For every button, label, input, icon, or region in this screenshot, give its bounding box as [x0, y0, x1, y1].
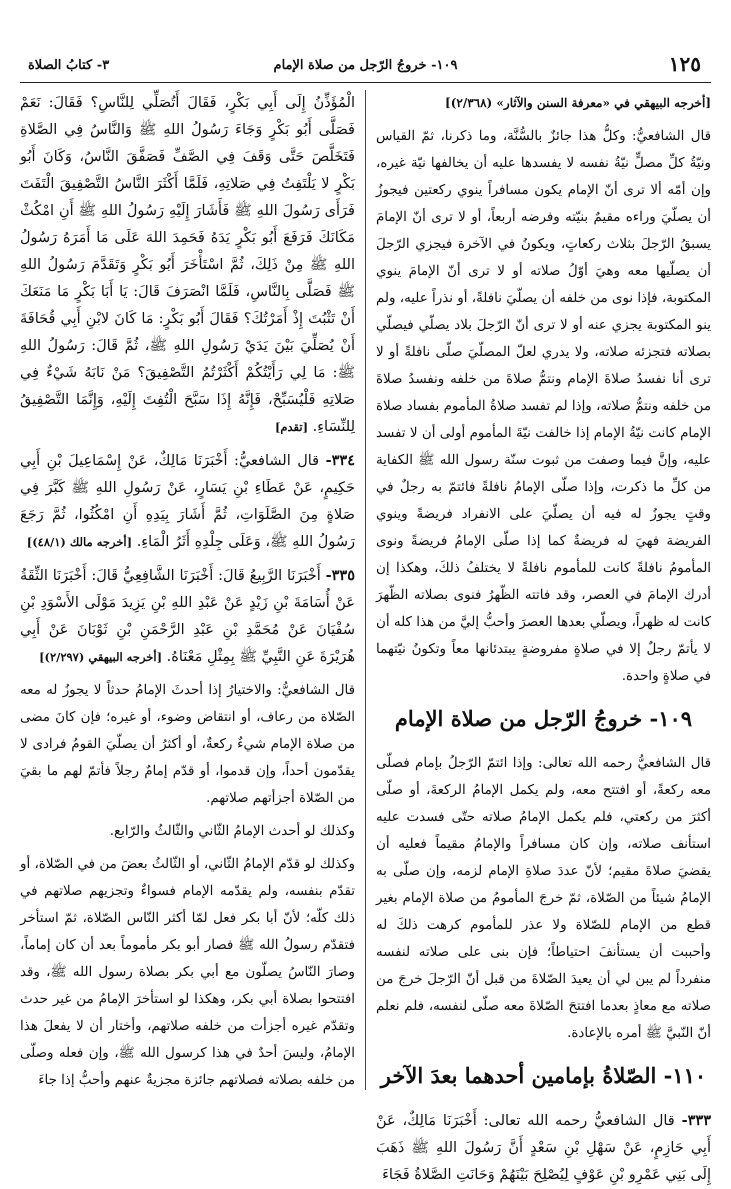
commentary-paragraph: وكذلك لو أحدث الإمامُ الثّاني والثّالثُ والرّابع. [109, 824, 355, 839]
hadith-334 [20, 447, 355, 556]
section-110-title: ١١٠- الصّلاةُ بإمامين أحدهما بعدَ الآخر [380, 1063, 707, 1088]
hadith-text: أَخْبَرَنَا الرَّبِيعُ قَالَ: أَخْبَرَنَا الشَّافِعِيُّ قَالَ: أَخْبَرَنَا الثِّقَةُ عَنْ أُسَامَةَ بْنِ زَيْدٍ عَنْ عَبْدِ اللهِ بْنِ يَزِيدَ مَوْلَى الأَسْوَدِ بْنِ سُفْيَانَ عَنْ مُحَمَّدِ بْنِ عَبْدِ الرَّحْمَنِ بْنِ ثَوْبَانَ عَنْ أَبِي هُرَيْرَةَ عَنِ النَّبِيِّ ﷺ بِمِثْلِ مَعْنَاهُ. [20, 568, 355, 665]
page-number: ١٢٥ [668, 52, 701, 76]
source-reference: [أخرجه البيهقي في «معرفة السنن والآثار» (٢/٣٦٨)] [445, 96, 711, 110]
hadith-number: ٣٣٥- [325, 567, 356, 584]
shafii-commentary-paragraph: قال الشافعيُّ: وكلُّ هذا جائزٌ بالسُّنَّة، وما ذكرنا، ثمّ القياس ونيّةُ كلِّ مصلٍّ نيّةُ نفسه لا يفسدها عليه أن يخالفها نيّة غيره، وإن أمّه ألا ترى أنّ الإمام يكون مسافراً ينوي ركعتين فيجوزُ أن يصلّيَ وراءه مقيمٌ بنيّته وفرضه أربعاً، أو لا ترى أنّ الإمامَ يسبقُ الرّجلَ بثلاث ركعاتٍ، ويكونُ في الآخرة فيجزي الرّجلَ أن يصلّيها معه وهيَ أوّلُ صلاته أو لا ترى أنّ الإمامَ ينوي المكتوبة، فإذا نوى من خلفه أن يصلّيَ نافلةً، أو نذراً عليه، ولم ينو المكتوبة يجزي عنه أو لا ترى أنّ الرّجلَ بلاد يصلّي فيصلّي بصلاته فتجزئه صلاته، ولا يدري لعلّ المصلّيَ صلّى نافلةً أو لا ترى أنا نفسدُ صلاةَ الإمام ونتمُّ صلاةَ من خلفه ونفسدُ صلاةَ من خلفه ونتمُّ صلاته، وإذا لم تفسد صلاةُ المأموم بفساد صلاة الإمام كانت نيّةُ الإمام إذا خالفت نيّةَ المأموم أولى أن لا تفسد عليه، وإنَّ فيما وصفت من ثبوت سنّة رسول الله ﷺ الكفاية من كلِّ ما ذكرت، وإذا صلّى الإمامُ نافلةً فائتمّ به رجلٌ في وقتٍ يجوزُ له فيه أن يصلّيَ على الانفراد فريضةً وينوي الفريضة فهيَ له فريضةٌ كما إذا صلّى الإمامُ فريضةً ونوى المأمومُ نافلةً كانت للمأموم نافلةً لا يختلفُ ذلكَ، وهكذا إن أدرك الإمامَ في العصر، وقد فاتته الظّهرُ فنوى بصلاته الظّهرَ كانت له ظهراً، ويصلّي بعدها العصرَ وأحبُّ إليَّ من هذا كله أن لا يأتمّ رجلٌ إلا في صلاةٍ مفروضةٍ يبتدئانها معاً وتكونُ نيّتهما في صلاةٍ واحدة. [376, 129, 711, 684]
hadith-reference: [أخرجه البيهقي (٢/٢٩٧)] [39, 650, 163, 664]
hadith-335 [20, 562, 355, 671]
running-chapter-title: ١٠٩- خروجُ الرّجل من صلاة الإمام [273, 58, 458, 73]
hadith-reference: [تقدم] [274, 420, 309, 434]
running-book-title: ٣- كتابُ الصلاة [28, 58, 110, 73]
page-header [20, 52, 711, 83]
hadith-333-start [376, 1107, 711, 1189]
hadith-text: الْمُؤَذِّنُ إِلَى أَبِي بَكْرٍ، فَقَالَ أَتُصَلِّي لِلنَّاسِ؟ فَقَالَ: نَعَمْ فَصَلَّى أَبُو بَكْرٍ وَجَاءَ رَسُولُ اللهِ ﷺ وَالنَّاسُ فِي الصَّلاةِ فَتَخَلَّصَ حَتَّى وَقَفَ فِي الصَّفِّ فَصَفَّقَ النَّاسُ، وَكَانَ أَبُو بَكْرٍ لا يَلْتَفِتُ فِي صَلاتِهِ، فَلَمَّا أَكْثَرَ النَّاسُ التَّصْفِيقَ الْتَفَتَ فَرَأَى رَسُولَ اللهِ ﷺ فَأَشَارَ إِلَيْهِ رَسُولُ اللهِ ﷺ أَنِ امْكُثْ مَكَانَكَ فَرَفَعَ أَبُو بَكْرٍ يَدَهُ فَحَمِدَ اللهَ عَلَى مَا أَمَرَهُ رَسُولُ اللهِ ﷺ مِنْ ذَلِكَ، ثُمَّ اسْتَأْخَرَ أَبُو بَكْرٍ وَتَقَدَّمَ رَسُولُ اللهِ ﷺ فَصَلَّى بِالنَّاسِ، فَلَمَّا انْصَرَفَ قَالَ: يَا أَبَا بَكْرٍ مَا مَنَعَكَ أَنْ تَثْبُتَ إِذْ أَمَرْتُكَ؟ فَقَالَ أَبُو بَكْرٍ: مَا كَانَ لابْنِ أَبِي قُحَافَةَ أَنْ يُصَلِّيَ بَيْنَ يَدَيْ رَسُولِ اللهِ ﷺ، ثُمَّ قَالَ: رَسُولُ اللهِ ﷺ: مَا لِي رَأَيْتُكُمْ أَكْثَرْتُمُ التَّصْفِيقَ؟ مَنْ نَابَهُ شَيْءٌ فِي صَلاتِهِ فَلْيُسَبِّحْ، فَإِنَّهُ إِذَا سَبَّحَ الْتُفِتَ إِلَيْهِ، وَإِنَّمَا التَّصْفِيقُ لِلنِّسَاءِ. [20, 95, 355, 435]
hadith-number: ٣٣٣- [681, 1112, 712, 1129]
column-divider [365, 90, 366, 1090]
left-column [20, 90, 355, 1090]
hadith-text: قال الشافعيُّ: أَخْبَرَنَا مَالِكٌ، عَنْ إِسْمَاعِيلَ بْنِ أَبِي حَكِيمٍ، عَنْ عَطَاءِ بْنِ يَسَارٍ، عَنْ رَسُولِ اللهِ ﷺ كَبَّرَ فِي صَلاةٍ مِنَ الصَّلَوَاتِ، ثُمَّ أَشَارَ بِيَدِهِ أَنِ امْكُثُوا، ثُمَّ رَجَعَ رَسُولُ اللهِ ﷺ، وَعَلَى جِلْدِهِ أَثَرُ الْمَاءِ. [20, 453, 355, 550]
hadith-reference: [أخرجه مالك (٤٨/١)] [26, 535, 133, 549]
hadith-number: ٣٣٤- [325, 452, 356, 469]
hadith-text: قال الشافعيُّ رحمه الله تعالى: أَخْبَرَنَا مَالِكٌ، عَنْ أَبِي حَازِمٍ، عَنْ سَهْلِ بْنِ سَعْدٍ أَنَّ رَسُولَ اللهِ ﷺ ذَهَبَ إِلَى بَنِي عَمْرِو بْنِ عَوْفٍ لِيُصْلِحَ بَيْنَهُمْ وَحَانَتِ الصَّلاةُ فَجَاءَ [376, 1113, 711, 1183]
commentary-paragraph: وكذلك لو قدّم الإمامُ الثّاني، أو الثّالثُ بعضَ من في الصّلاة، أو تقدّم بنفسه، ولم يقدّمه الإمام فسواءٌ وتجزيهم صلاتهم في ذلك كلّه؛ لأنّ أبا بكر فعل لمّا أكثر النّاس الصّلاة، ثمّ استأخر فتقدّم رسولُ الله ﷺ فصار أبو بكر مأموماً بعد أن كان إماماً، وصارَ النّاسُ يصلّون مع أبي بكر بصلاة رسول الله ﷺ، وقد افتتحوا بصلاة أبي بكر، وهكذا لو استأخرَ الإمامُ من غير حدث وتقدّم غيره أجزأت من خلفه صلاتهم، وأختار أن لا يفعلَ هذا الإمامُ، وليسَ أحدٌ في هذا كرسول الله ﷺ، وإن فعله وصلّى من خلفه بصلاته فصلاتهم جائزة مجزيةٌ عنهم وأحبُّ إذا جاءَ [20, 857, 355, 1088]
section-109-title: ١٠٩- خروجُ الرّجل من صلاة الإمام [394, 706, 693, 731]
commentary-paragraph: قال الشافعيُّ: والاختيارُ إذا أحدثَ الإمامُ حدثاً لا يجوزُ له معه الصّلاة من رعاف، أو انتقاض وضوء، أو غيره؛ فإن كانَ مضى من صلاة الإمام شيءٌ ركعةٌ، أو أكثرُ أن يصلّيَ القومُ فرادى لا يقدّمون أحداً، وإن قدموا، أو قدّم إمامٌ رجلاً فأتمّ لهم ما بقيَ من الصّلاة أجزأتهم صلاتهم. [20, 683, 355, 806]
hadith-333-continuation [20, 90, 355, 441]
section-109-paragraph: قال الشافعيُّ رحمه الله تعالى: وإذا ائتمّ الرّجلُ بإمام فصلّى معه ركعةً، أو افتتح معه، ولم يكمل الإمامُ الركعةَ، أو صلّى أكثرَ من ركعتي، فلم يكمل الإمامُ صلاته حتّى فسدت عليه استأنف صلاته، وإن كان مسافراً والإمامُ مقيماً فعليه أن يقضيَ صلاةَ مقيم؛ لأنّ عددَ صلاةِ الإمام لزمه، وإن صلّى به الإمامُ شيئاً من الصّلاة، ثمّ خرجَ المأمومُ من صلاة الإمام بغير قطع من الإمام للصّلاة ولا عذر للمأموم كرهت ذلكَ له وأحببت أن يستأنفَ احتياطاً؛ فإن بنى على صلاته لنفسه منفرداً لم يبن لي أن يعيدَ الصّلاةَ من قبل أنّ الرّجلَ خرجَ من صلاته مع معاذٍ بعدما افتتحَ الصّلاةَ معه صلّى لنفسه، فلم نعلم أنّ النّبيَّ ﷺ أمره بالإعادة. [376, 756, 711, 1041]
right-column [376, 90, 712, 1183]
